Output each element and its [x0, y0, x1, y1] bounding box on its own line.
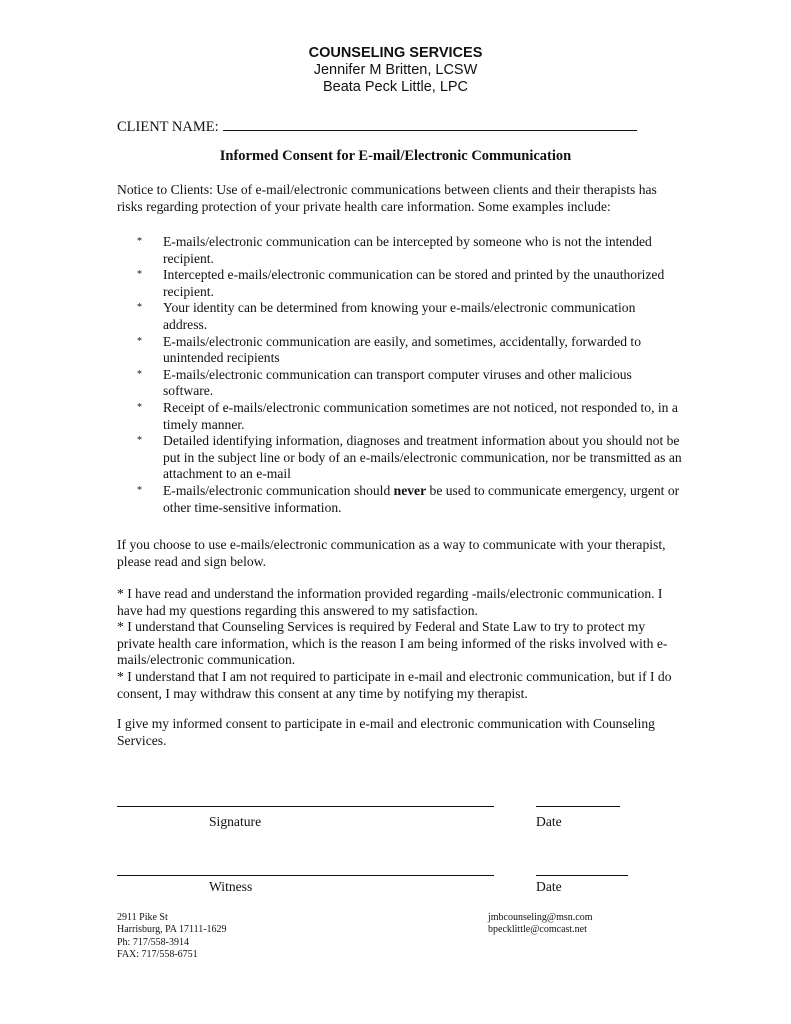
bullet-star-icon: *: [137, 269, 142, 281]
bullet-star-icon: *: [137, 335, 142, 347]
risk-text: Intercepted e-mails/electronic communication can be stored and printed by the unauthorized recipient.: [163, 267, 665, 299]
therapist-name-1: Jennifer M Britten, LCSW: [313, 62, 478, 78]
client-name-line: [223, 116, 637, 131]
witness-line[interactable]: [117, 875, 494, 876]
acknowledgement-item: * I understand that I am not required to participate in e-mail and electronic communication, but if I do consent, I may withdraw this consent at any time by notifying my therapist.: [117, 668, 672, 701]
signature-date-label: Date: [536, 814, 562, 829]
list-item: [137, 234, 682, 267]
bullet-star-icon: *: [137, 302, 142, 314]
organization-name: COUNSELING SERVICES: [308, 45, 483, 61]
risk-emphasis: never: [393, 482, 427, 498]
witness-date-label: Date: [536, 879, 562, 894]
risk-text: E-mails/electronic communication can be intercepted by someone who is not the intended recipient.: [163, 234, 652, 266]
signature-date-line[interactable]: [536, 806, 620, 807]
bullet-star-icon: *: [137, 401, 142, 413]
risk-text: E-mails/electronic communication can transport computer viruses and other malicious software.: [163, 366, 632, 399]
acknowledgement-item: * I understand that Counseling Services is required by Federal and State Law to try to protect my private health care information, which is the reason I am being informed of the risks involved with e-mails/electronic communication.: [117, 619, 668, 668]
email-2: bpecklittle@comcast.net: [488, 924, 587, 936]
client-name-label: CLIENT NAME:: [117, 119, 219, 135]
risk-text: Your identity can be determined from knowing your e-mails/electronic communication address.: [163, 300, 636, 332]
notice-paragraph: Notice to Clients: Use of e-mail/electronic communications between clients and their therapists has risks regarding protection of your private health care information. Some examples include:: [117, 182, 657, 214]
footer-contact: [488, 912, 592, 937]
consent-statement: I give my informed consent to participate in e-mail and electronic communication with Counseling Services.: [117, 716, 655, 748]
risk-text-before: E-mails/electronic communication should: [163, 482, 394, 498]
bullet-star-icon: *: [137, 484, 142, 496]
acknowledgement-item: * I have read and understand the information provided regarding -mails/electronic communication. I have had my questions regarding this answered to my satisfaction.: [117, 586, 663, 618]
risk-text: Detailed identifying information, diagnoses and treatment information about you should not be put in the subject line or body of an e-mails/electronic communication, nor be transmitted as an attachment to an e-mail: [163, 433, 682, 482]
phone-number: Ph: 717/558-3914: [117, 936, 189, 948]
therapist-name-2: Beata Peck Little, LPC: [322, 79, 469, 95]
address-line-2: Harrisburg, PA 17111-1629: [117, 924, 227, 936]
client-name-field: [117, 116, 637, 136]
bullet-star-icon: *: [137, 236, 142, 247]
fax-number: FAX: 717/558-6751: [117, 949, 198, 961]
bullet-star-icon: *: [137, 368, 142, 380]
list-item: [137, 267, 682, 300]
signature-label: Signature: [209, 814, 262, 829]
witness-label: Witness: [209, 879, 253, 894]
email-1: jmbcounseling@msn.com: [488, 912, 593, 923]
list-item: [137, 400, 682, 433]
letterhead: [0, 45, 791, 96]
choose-paragraph: If you choose to use e-mails/electronic communication as a way to communicate with your therapist, please read and sign below.: [117, 537, 666, 569]
bullet-star-icon: *: [137, 435, 142, 447]
list-item: [137, 334, 682, 367]
risk-text-after: be used to communicate emergency, urgent or other time-sensitive information.: [163, 482, 680, 515]
list-item: [137, 367, 682, 400]
signature-line[interactable]: [117, 806, 494, 807]
risk-text: E-mails/electronic communication are easily, and sometimes, accidentally, forwarded to unintended recipients: [163, 333, 641, 366]
footer-address: [117, 912, 227, 962]
list-item: [137, 300, 682, 333]
risk-list: [137, 234, 682, 516]
risk-text: Receipt of e-mails/electronic communication sometimes are not noticed, not responded to, in a timely manner.: [163, 399, 678, 432]
list-item: [137, 483, 682, 516]
witness-date-line[interactable]: [536, 875, 628, 876]
form-title: Informed Consent for E-mail/Electronic Communication: [219, 148, 572, 164]
address-line-1: 2911 Pike St: [117, 912, 168, 923]
acknowledgements: [117, 586, 677, 702]
list-item: [137, 433, 682, 483]
